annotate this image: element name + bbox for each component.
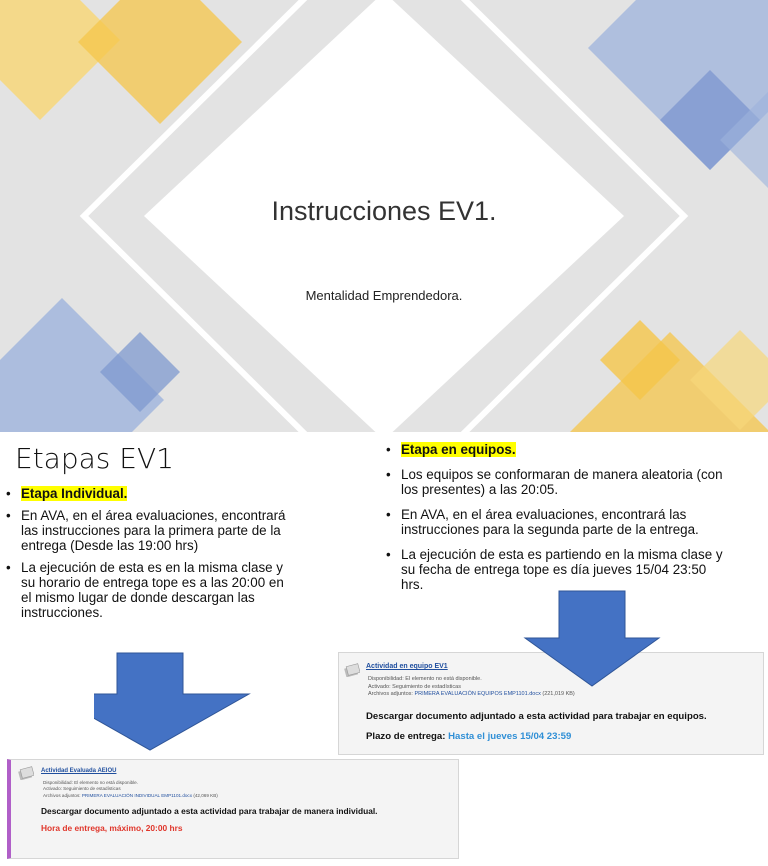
- download-instructions: Descargar documento adjuntado a esta actividad para trabajar en equipos.: [366, 711, 707, 722]
- etapas-heading: Etapas EV1: [15, 442, 174, 475]
- bullet-text: En AVA, en el área evaluaciones, encontrará las instrucciones para la primera parte de la entrega (Desde las 19:00 hrs): [21, 508, 286, 553]
- title-slide: [0, 0, 768, 432]
- down-arrow-left: [94, 652, 276, 752]
- individual-activity-meta: [43, 780, 218, 799]
- slide-subtitle: Mentalidad Emprendedora.: [305, 288, 463, 303]
- bullet-text: Los equipos se conformaran de manera aleatoria (con los presentes) a las 20:05.: [401, 467, 723, 497]
- list-item: • La ejecución de esta es partiendo en la misma clase y su fecha de entrega tope es día jueves 15/04 23:50 hrs.: [386, 547, 723, 592]
- attachment-size: (42,069 KB): [193, 792, 218, 798]
- list-item: • En AVA, en el área evaluaciones, encontrará las instrucciones para la primera parte de la entrega (Desde las 19:00 hrs): [6, 508, 286, 553]
- attachments-label: Archivos adjuntos:: [368, 691, 413, 697]
- attachments-row: [43, 793, 218, 799]
- deadline-label: Plazo de entrega:: [366, 731, 446, 742]
- deadline-text: Hora de entrega, máximo, 20:00 hrs: [41, 823, 183, 833]
- attachment-link[interactable]: PRIMERA EVALUACIÓN EQUIPOS EMP1101.docx: [414, 691, 541, 697]
- attachment-link[interactable]: PRIMERA EVALUACIÓN INDIVIDUAL EMP1101.docx: [81, 792, 193, 798]
- list-item: • La ejecución de esta es en la misma clase y su horario de entrega tope es a las 20:00 en el mismo lugar de donde descargan las instrucciones.: [6, 560, 284, 620]
- download-instructions: Descargar documento adjuntado a esta actividad para trabajar de manera individual.: [41, 806, 378, 816]
- attachment-size: (221,019 KB): [542, 691, 575, 697]
- attachments-row: [368, 691, 575, 699]
- assignment-icon: [344, 663, 360, 677]
- individual-activity-panel: [7, 759, 459, 859]
- list-item: • Etapa en equipos.: [386, 442, 516, 457]
- assignment-icon: [18, 766, 34, 780]
- deadline-value: Hasta el jueves 15/04 23:59: [448, 731, 572, 742]
- attachments-label: Archivos adjuntos:: [43, 792, 81, 798]
- bullet-text: La ejecución de esta es en la misma clase y su horario de entrega tope es a las 20:00 en el mismo lugar de donde descargan las instrucciones.: [21, 560, 284, 620]
- team-activity-link[interactable]: Actividad en equipo EV1: [366, 663, 448, 670]
- individual-activity-link[interactable]: Actividad Evaluada AEIOU: [41, 768, 117, 774]
- down-arrow-right: [522, 590, 662, 688]
- bullet-text: Etapa en equipos.: [401, 442, 516, 457]
- left-bullet-list: [6, 486, 291, 627]
- availability-text: Disponibilidad: El elemento no está disponible.: [368, 676, 482, 682]
- bullet-text: La ejecución de esta es partiendo en la misma clase y su fecha de entrega tope es día jueves 15/04 23:50 hrs.: [401, 547, 723, 592]
- list-item: • Los equipos se conformaran de manera aleatoria (con los presentes) a las 20:05.: [386, 467, 723, 497]
- deadline-row: [366, 731, 571, 742]
- right-bullet-list: [386, 442, 731, 599]
- availability-text: Disponibilidad: El elemento no está disponible.: [43, 780, 138, 785]
- activated-text: Activado: Seguimiento de estadísticas: [43, 786, 121, 792]
- slide-title: Instrucciones EV1.: [271, 196, 497, 226]
- activated-text: Activado: Seguimiento de estadísticas: [368, 683, 461, 690]
- bullet-text: Etapa Individual.: [21, 486, 128, 501]
- list-item: • En AVA, en el área evaluaciones, encontrará las instrucciones para la segunda parte de la entrega.: [386, 507, 699, 537]
- bullet-text: En AVA, en el área evaluaciones, encontrará las instrucciones para la segunda parte de la entrega.: [401, 507, 699, 537]
- list-item: • Etapa Individual.: [6, 486, 128, 501]
